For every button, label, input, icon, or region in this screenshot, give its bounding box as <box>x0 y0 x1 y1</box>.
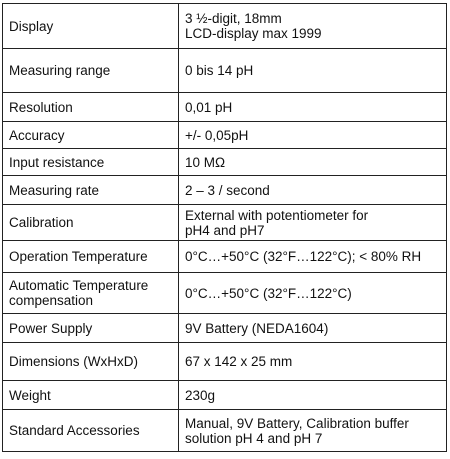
spec-value: pH4 and pH7 <box>185 222 265 238</box>
spec-label: Automatic Temperature <box>9 278 149 293</box>
spec-label-cell <box>3 149 179 176</box>
spec-label-cell <box>3 273 179 314</box>
spec-label-cell <box>3 49 179 93</box>
spec-label-cell <box>3 410 179 452</box>
spec-value-cell <box>179 381 447 410</box>
spec-label: Display <box>9 18 54 34</box>
spec-label: Standard Accessories <box>9 423 140 438</box>
spec-label: Dimensions (WxHxD) <box>9 354 139 369</box>
spec-value: 10 MΩ <box>185 154 226 170</box>
spec-value: 0 bis 14 pH <box>185 63 254 78</box>
spec-label-cell <box>3 205 179 241</box>
table-row <box>3 410 447 452</box>
spec-value-cell <box>179 122 447 149</box>
spec-value-cell <box>179 241 447 273</box>
spec-value-cell <box>179 343 447 381</box>
table-row <box>3 273 447 314</box>
table-row <box>3 343 447 381</box>
spec-label: Measuring rate <box>9 182 100 198</box>
spec-label-cell <box>3 93 179 122</box>
spec-value: 0°C…+50°C (32°F…122°C); < 80% RH <box>185 249 422 264</box>
spec-label-cell <box>3 343 179 381</box>
table-row <box>3 205 447 241</box>
spec-label: Calibration <box>9 215 74 230</box>
spec-value-cell <box>179 49 447 93</box>
table-row <box>3 314 447 343</box>
spec-value: 9V Battery (NEDA1604) <box>185 320 329 336</box>
spec-value: LCD-display max 1999 <box>185 26 322 41</box>
spec-label-cell <box>3 4 179 49</box>
spec-value: 3 ½-digit, 18mm <box>185 11 282 26</box>
spec-label-cell <box>3 176 179 205</box>
spec-value-cell <box>179 314 447 343</box>
spec-value: 0°C…+50°C (32°F…122°C) <box>185 285 352 301</box>
spec-label: Input resistance <box>9 154 105 170</box>
spec-label-cell <box>3 314 179 343</box>
spec-label: Power Supply <box>9 320 93 336</box>
spec-value: 0,01 pH <box>185 99 233 115</box>
spec-label: Resolution <box>9 99 73 115</box>
spec-value-cell <box>179 273 447 314</box>
spec-value: 67 x 142 x 25 mm <box>185 354 293 369</box>
spec-value-cell <box>179 93 447 122</box>
spec-label-cell <box>3 122 179 149</box>
spec-value-cell <box>179 176 447 205</box>
table-row <box>3 149 447 176</box>
spec-value: 230g <box>185 387 216 403</box>
table-row <box>3 122 447 149</box>
spec-value: Manual, 9V Battery, Calibration buffer <box>185 415 409 431</box>
spec-label-cell <box>3 381 179 410</box>
table-row <box>3 241 447 273</box>
spec-value: External with potentiometer for <box>185 207 369 223</box>
spec-label: Measuring range <box>9 63 111 78</box>
table-row <box>3 49 447 93</box>
spec-value: solution pH 4 and pH 7 <box>185 430 323 446</box>
spec-value: +/- 0,05pH <box>185 127 249 143</box>
table-row <box>3 381 447 410</box>
spec-value-cell <box>179 4 447 49</box>
spec-label-cell <box>3 241 179 273</box>
spec-value-cell <box>179 205 447 241</box>
table-row <box>3 93 447 122</box>
spec-value-cell <box>179 149 447 176</box>
spec-value-cell <box>179 410 447 452</box>
spec-label: Operation Temperature <box>9 249 148 264</box>
specifications-table <box>2 3 447 452</box>
spec-label: compensation <box>9 293 94 308</box>
table-row <box>3 4 447 49</box>
spec-label: Weight <box>9 387 51 403</box>
table-row <box>3 176 447 205</box>
spec-value: 2 – 3 / second <box>185 182 270 198</box>
spec-label: Accuracy <box>9 127 65 143</box>
